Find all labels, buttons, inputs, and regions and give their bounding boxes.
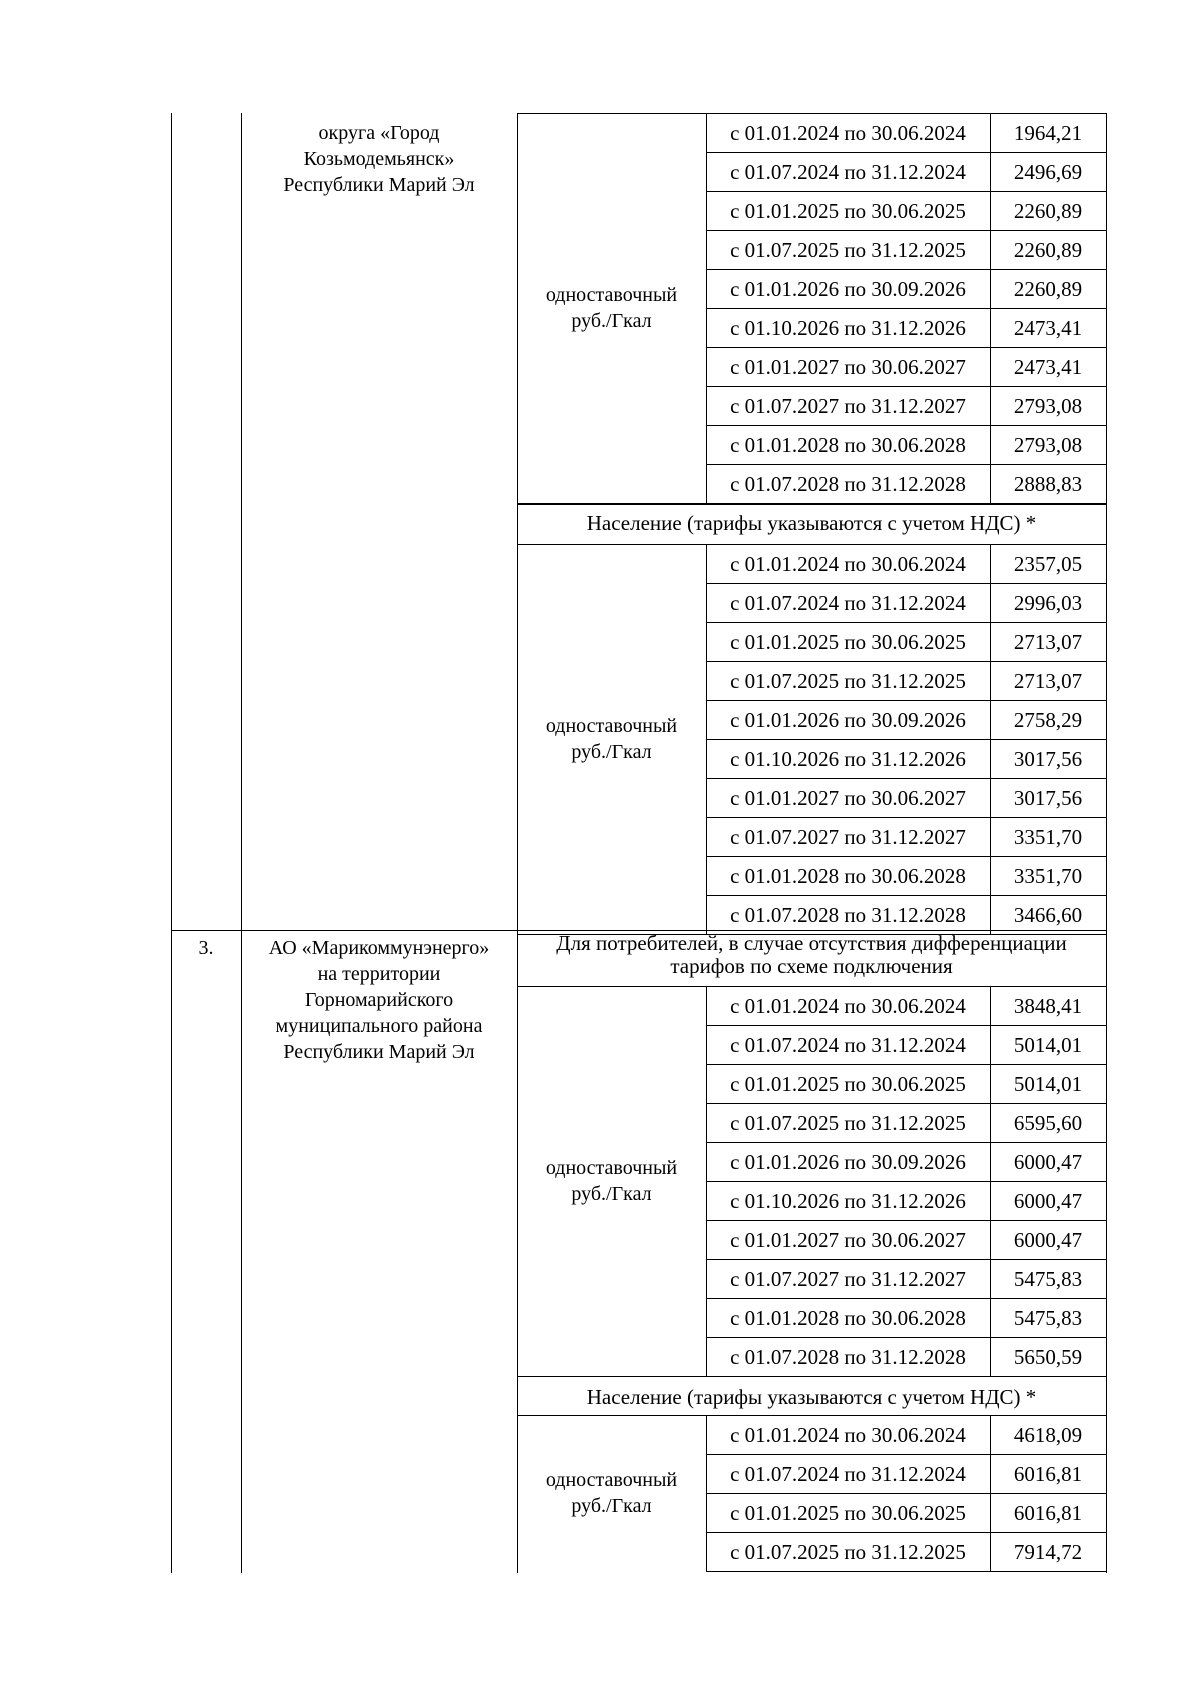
group-top-border: [517, 1415, 1106, 1416]
tariff-value: 4618,09: [1013, 1423, 1083, 1447]
org-name-2-line: Козьмодемьянск»: [303, 148, 455, 170]
tariff-period: с 01.01.2026 по 30.09.2026: [730, 277, 966, 301]
tariff-row-border: [706, 1493, 1106, 1494]
tariff-period: с 01.01.2024 по 30.06.2024: [730, 1423, 966, 1447]
tariff-type-line: руб./Гкал: [571, 310, 652, 332]
tariff-period: с 01.07.2025 по 31.12.2025: [730, 238, 966, 262]
tariff-value: 5475,83: [1013, 1306, 1083, 1330]
tariff-row-border: [706, 464, 1106, 465]
tariff-type-label: [517, 282, 706, 334]
tariff-value: 2260,89: [1013, 238, 1083, 262]
tariff-value: 3351,70: [1013, 864, 1083, 888]
tariff-row-border: [706, 1454, 1106, 1455]
tariff-value: 3351,70: [1013, 825, 1083, 849]
tariff-value: 2713,07: [1013, 630, 1083, 654]
group-top-border: [517, 113, 1106, 114]
tariff-value: 5014,01: [1013, 1033, 1083, 1057]
tariff-value: 1964,21: [1013, 121, 1083, 145]
org-name-2-line: Республики Марий Эл: [283, 174, 475, 196]
tariff-row-border: [706, 1064, 1106, 1065]
tariff-value: 2793,08: [1013, 394, 1083, 418]
tariff-row-border: [706, 778, 1106, 779]
tariff-period: с 01.07.2027 по 31.12.2027: [730, 1267, 966, 1291]
tariff-value: 6000,47: [1013, 1228, 1083, 1252]
tariff-period: с 01.01.2026 по 30.09.2026: [730, 1150, 966, 1174]
tariff-value: 2260,89: [1013, 277, 1083, 301]
tariff-row-border: [706, 230, 1106, 231]
tariff-value: 6016,81: [1013, 1462, 1083, 1486]
tariff-row-border: [706, 347, 1106, 348]
tariff-value: 6000,47: [1013, 1189, 1083, 1213]
tariff-row-border: [706, 895, 1106, 896]
population-header-3-top: [517, 1376, 1106, 1377]
tariff-value: 2473,41: [1013, 355, 1083, 379]
tariff-period: с 01.01.2027 по 30.06.2027: [730, 355, 966, 379]
tariff-period: с 01.07.2024 по 31.12.2024: [730, 160, 966, 184]
org-name-2: [241, 120, 517, 198]
group-top-border: [517, 544, 1106, 545]
tariff-value: 3017,56: [1013, 747, 1083, 771]
tariff-period: с 01.07.2025 по 31.12.2025: [730, 669, 966, 693]
tariff-period: с 01.01.2028 по 30.06.2028: [730, 433, 966, 457]
org-name-3-line: муниципального района: [275, 1015, 483, 1037]
tariff-period: с 01.07.2028 по 31.12.2028: [730, 1345, 966, 1369]
tariff-row-border: [706, 269, 1106, 270]
tariff-row-border: [706, 1025, 1106, 1026]
tariff-period: с 01.01.2025 по 30.06.2025: [730, 630, 966, 654]
tariff-value: 2888,83: [1013, 472, 1083, 496]
tariff-value: 2260,89: [1013, 199, 1083, 223]
org-name-3-line: Горномарийского: [304, 989, 454, 1011]
tariff-period: с 01.01.2025 по 30.06.2025: [730, 1072, 966, 1096]
tariff-row-border: [706, 1220, 1106, 1221]
tariff-period: с 01.01.2024 по 30.06.2024: [730, 121, 966, 145]
group-top-border: [517, 986, 1106, 987]
population-header-3: Население (тарифы указываются с учетом НДС) *: [586, 1385, 1037, 1409]
tariff-period: с 01.10.2026 по 31.12.2026: [730, 316, 966, 340]
tariff-row-border: [706, 386, 1106, 387]
tariff-value: 6595,60: [1013, 1111, 1083, 1135]
consumers-header-line: тарифов по схеме подключения: [670, 954, 953, 978]
tariff-row-border: [706, 622, 1106, 623]
tariff-type-line: одноставочный: [545, 715, 678, 737]
tariff-period: с 01.07.2027 по 31.12.2027: [730, 394, 966, 418]
consumers-header-3: [517, 932, 1106, 978]
tariff-value: 2996,03: [1013, 591, 1083, 615]
tariff-period: с 01.01.2024 по 30.06.2024: [730, 994, 966, 1018]
tariff-row-border: [706, 1532, 1106, 1533]
tariff-row-border: [706, 739, 1106, 740]
population-header-2: Население (тарифы указываются с учетом НДС) *: [586, 511, 1037, 535]
tariff-row-border: [706, 583, 1106, 584]
col-border-number-left: [171, 113, 172, 1573]
tariff-period: с 01.01.2026 по 30.09.2026: [730, 708, 966, 732]
tariff-value: 2793,08: [1013, 433, 1083, 457]
tariff-type-line: руб./Гкал: [571, 1183, 652, 1205]
tariff-value: 2758,29: [1013, 708, 1083, 732]
tariff-period: с 01.01.2028 по 30.06.2028: [730, 1306, 966, 1330]
tariff-row-border: [706, 191, 1106, 192]
tariff-period: с 01.10.2026 по 31.12.2026: [730, 747, 966, 771]
tariff-value: 3848,41: [1013, 994, 1083, 1018]
org-name-3-line: АО «Марикоммунэнерго»: [268, 937, 490, 959]
tariff-row-border: [706, 425, 1106, 426]
tariff-row-border: [706, 1337, 1106, 1338]
tariff-row-border: [706, 1298, 1106, 1299]
tariff-row-border: [706, 1103, 1106, 1104]
tariff-value: 3017,56: [1013, 786, 1083, 810]
tariff-row-border: [706, 700, 1106, 701]
tariff-value: 5014,01: [1013, 1072, 1083, 1096]
tariff-row-border: [706, 661, 1106, 662]
tariff-row-border: [706, 1181, 1106, 1182]
tariff-type-label: [517, 1155, 706, 1207]
tariff-period: с 01.01.2025 по 30.06.2025: [730, 199, 966, 223]
org-name-3-line: Республики Марий Эл: [283, 1041, 475, 1063]
org-name-3: [241, 935, 517, 1065]
tariff-row-border: [706, 1259, 1106, 1260]
tariff-value: 5650,59: [1013, 1345, 1083, 1369]
col-border-number-right: [241, 113, 242, 1573]
tariff-value: 6000,47: [1013, 1150, 1083, 1174]
tariff-period: с 01.01.2025 по 30.06.2025: [730, 1501, 966, 1525]
tariff-period: с 01.01.2028 по 30.06.2028: [730, 864, 966, 888]
tariff-value: 2496,69: [1013, 160, 1083, 184]
tariff-row-border: [706, 152, 1106, 153]
tariff-row-border: [706, 817, 1106, 818]
consumers-header-line: Для потребителей, в случае отсутствия дифференциации: [556, 931, 1067, 955]
col-border-right-outer: [1106, 113, 1107, 1573]
org-name-3-line: на территории: [317, 963, 441, 985]
tariff-row-border: [706, 1142, 1106, 1143]
tariff-type-line: одноставочный: [545, 1469, 678, 1491]
tariff-value: 7914,72: [1013, 1540, 1083, 1564]
tariff-type-line: одноставочный: [545, 284, 678, 306]
tariff-type-line: руб./Гкал: [571, 1495, 652, 1517]
tariff-period: с 01.07.2025 по 31.12.2025: [730, 1540, 966, 1564]
tariff-type-label: [517, 713, 706, 765]
tariff-period: с 01.07.2027 по 31.12.2027: [730, 825, 966, 849]
org-name-2-line: округа «Город: [318, 122, 440, 144]
row-border-3-top: [171, 930, 517, 931]
tariff-row-border: [706, 856, 1106, 857]
tariff-type-line: руб./Гкал: [571, 741, 652, 763]
row-number-3: 3.: [198, 937, 214, 959]
tariff-period: с 01.07.2028 по 31.12.2028: [730, 903, 966, 927]
tariff-period: с 01.07.2024 по 31.12.2024: [730, 591, 966, 615]
tariff-type-label: [517, 1467, 706, 1519]
tariff-period: с 01.10.2026 по 31.12.2026: [730, 1189, 966, 1213]
group-bottom-border: [706, 1571, 1106, 1572]
tariff-row-border: [706, 308, 1106, 309]
tariff-value: 6016,81: [1013, 1501, 1083, 1525]
tariff-value: 3466,60: [1013, 903, 1083, 927]
tariff-value: 2357,05: [1013, 552, 1083, 576]
tariff-type-line: одноставочный: [545, 1157, 678, 1179]
tariff-period: с 01.07.2025 по 31.12.2025: [730, 1111, 966, 1135]
tariff-period: с 01.07.2028 по 31.12.2028: [730, 472, 966, 496]
tariff-value: 5475,83: [1013, 1267, 1083, 1291]
tariff-period: с 01.01.2024 по 30.06.2024: [730, 552, 966, 576]
tariff-period: с 01.01.2027 по 30.06.2027: [730, 786, 966, 810]
tariff-period: с 01.07.2024 по 31.12.2024: [730, 1462, 966, 1486]
population-header-2-top: [517, 504, 1106, 505]
tariff-value: 2713,07: [1013, 669, 1083, 693]
tariff-value: 2473,41: [1013, 316, 1083, 340]
tariff-period: с 01.07.2024 по 31.12.2024: [730, 1033, 966, 1057]
tariff-period: с 01.01.2027 по 30.06.2027: [730, 1228, 966, 1252]
